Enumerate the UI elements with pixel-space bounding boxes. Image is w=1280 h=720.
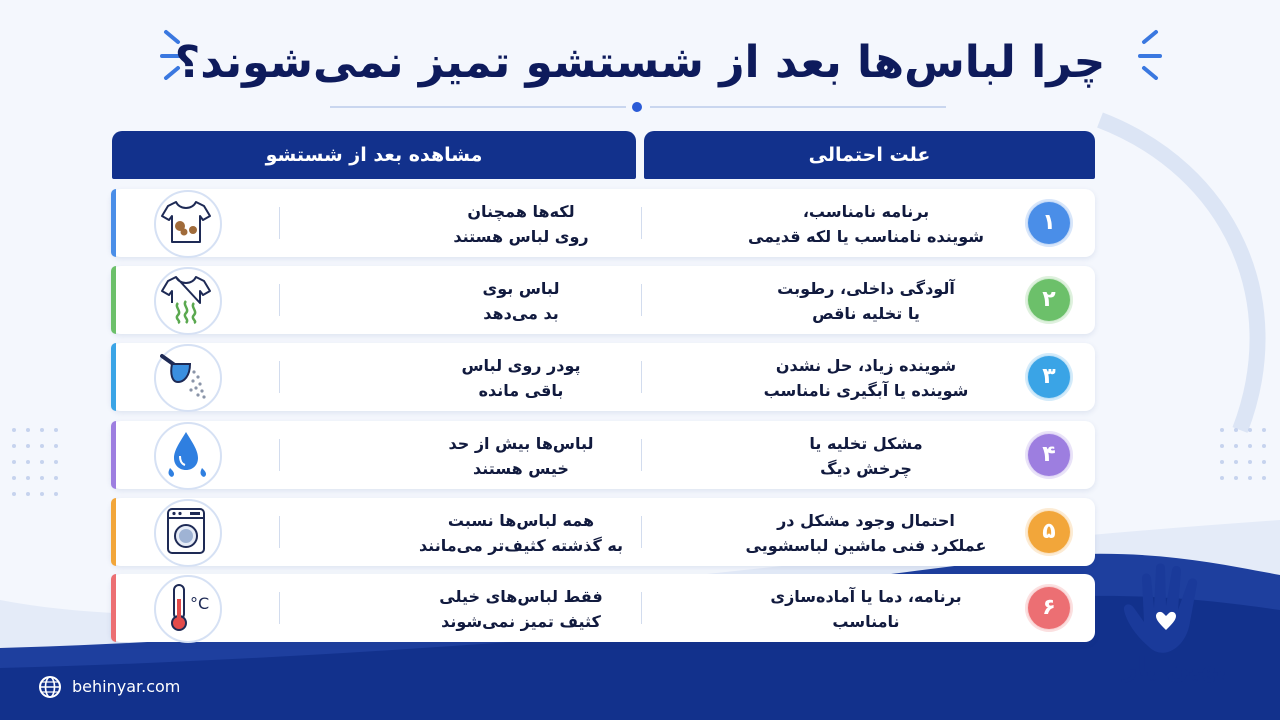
row-separator bbox=[641, 207, 642, 239]
observation-text: همه لباس‌ها نسبت به گذشته کثیف‌تر می‌مانند bbox=[418, 511, 624, 555]
website-link[interactable]: behinyar.com bbox=[72, 677, 181, 696]
row-number-badge: ۵ bbox=[1028, 511, 1070, 553]
row-separator bbox=[641, 592, 642, 624]
washing-machine-icon bbox=[146, 499, 230, 565]
row-separator bbox=[641, 284, 642, 316]
row-separator bbox=[641, 439, 642, 471]
cause-text: احتمال وجود مشکل در عملکرد فنی ماشین لباسشویی bbox=[745, 511, 987, 555]
row-accent bbox=[111, 574, 116, 642]
row-separator bbox=[279, 207, 280, 239]
cause-text: مشکل تخلیه یا چرخش دیگ bbox=[809, 434, 923, 478]
row-separator bbox=[279, 516, 280, 548]
page-title: چرا لباس‌ها بعد از شستشو تمیز نمی‌شوند؟ bbox=[174, 37, 1106, 88]
cause-text: شوینده زیاد، حل نشدن شوینده یا آبگیری نامناسب bbox=[763, 356, 969, 400]
row-accent bbox=[111, 189, 116, 257]
row-accent bbox=[111, 266, 116, 334]
row-separator bbox=[279, 592, 280, 624]
row-separator bbox=[279, 439, 280, 471]
row-number-badge: ۲ bbox=[1028, 279, 1070, 321]
table-row bbox=[111, 189, 1095, 257]
row-separator bbox=[641, 361, 642, 393]
observation-text: لکه‌ها همچنان روی لباس هستند bbox=[453, 202, 589, 246]
globe-icon bbox=[38, 675, 62, 699]
detergent-scoop-icon bbox=[146, 344, 230, 410]
observation-text: لباس بوی بد می‌دهد bbox=[482, 279, 560, 323]
row-number-badge: ۶ bbox=[1028, 587, 1070, 629]
table-row bbox=[111, 421, 1095, 489]
row-separator bbox=[641, 516, 642, 548]
table-row bbox=[111, 343, 1095, 411]
table-row bbox=[111, 498, 1095, 566]
row-number-badge: ۱ bbox=[1028, 202, 1070, 244]
brand-name: بهین یار bbox=[1122, 653, 1228, 683]
smelly-shirt-icon bbox=[146, 267, 230, 333]
title-divider-right bbox=[650, 106, 946, 108]
cause-text: برنامه نامناسب، شوینده نامناسب یا لکه قدیمی bbox=[747, 202, 985, 246]
row-separator bbox=[279, 284, 280, 316]
header-cause: علت احتمالی bbox=[644, 131, 1095, 179]
stained-shirt-icon bbox=[146, 190, 230, 256]
thermometer-icon bbox=[146, 575, 230, 641]
row-separator bbox=[279, 361, 280, 393]
row-accent bbox=[111, 421, 116, 489]
water-drops-icon bbox=[146, 422, 230, 488]
header-observation: مشاهده بعد از شستشو bbox=[112, 131, 636, 179]
row-number-badge: ۴ bbox=[1028, 434, 1070, 476]
thermometer-unit: °C bbox=[190, 594, 210, 613]
row-accent bbox=[111, 343, 116, 411]
observation-text: پودر روی لباس باقی مانده bbox=[461, 356, 581, 400]
table-row bbox=[111, 574, 1095, 642]
title-divider-left bbox=[330, 106, 626, 108]
cause-text: آلودگی داخلی، رطوبت یا تخلیه ناقص bbox=[777, 279, 955, 323]
observation-text: فقط لباس‌های خیلی کثیف تمیز نمی‌شوند bbox=[439, 587, 603, 631]
observation-text: لباس‌ها بیش از حد خیس هستند bbox=[448, 434, 594, 478]
row-accent bbox=[111, 498, 116, 566]
table-row bbox=[111, 266, 1095, 334]
row-number-badge: ۳ bbox=[1028, 356, 1070, 398]
title-divider-dot bbox=[632, 102, 642, 112]
cause-text: برنامه، دما یا آماده‌سازی نامناسب bbox=[770, 587, 962, 631]
